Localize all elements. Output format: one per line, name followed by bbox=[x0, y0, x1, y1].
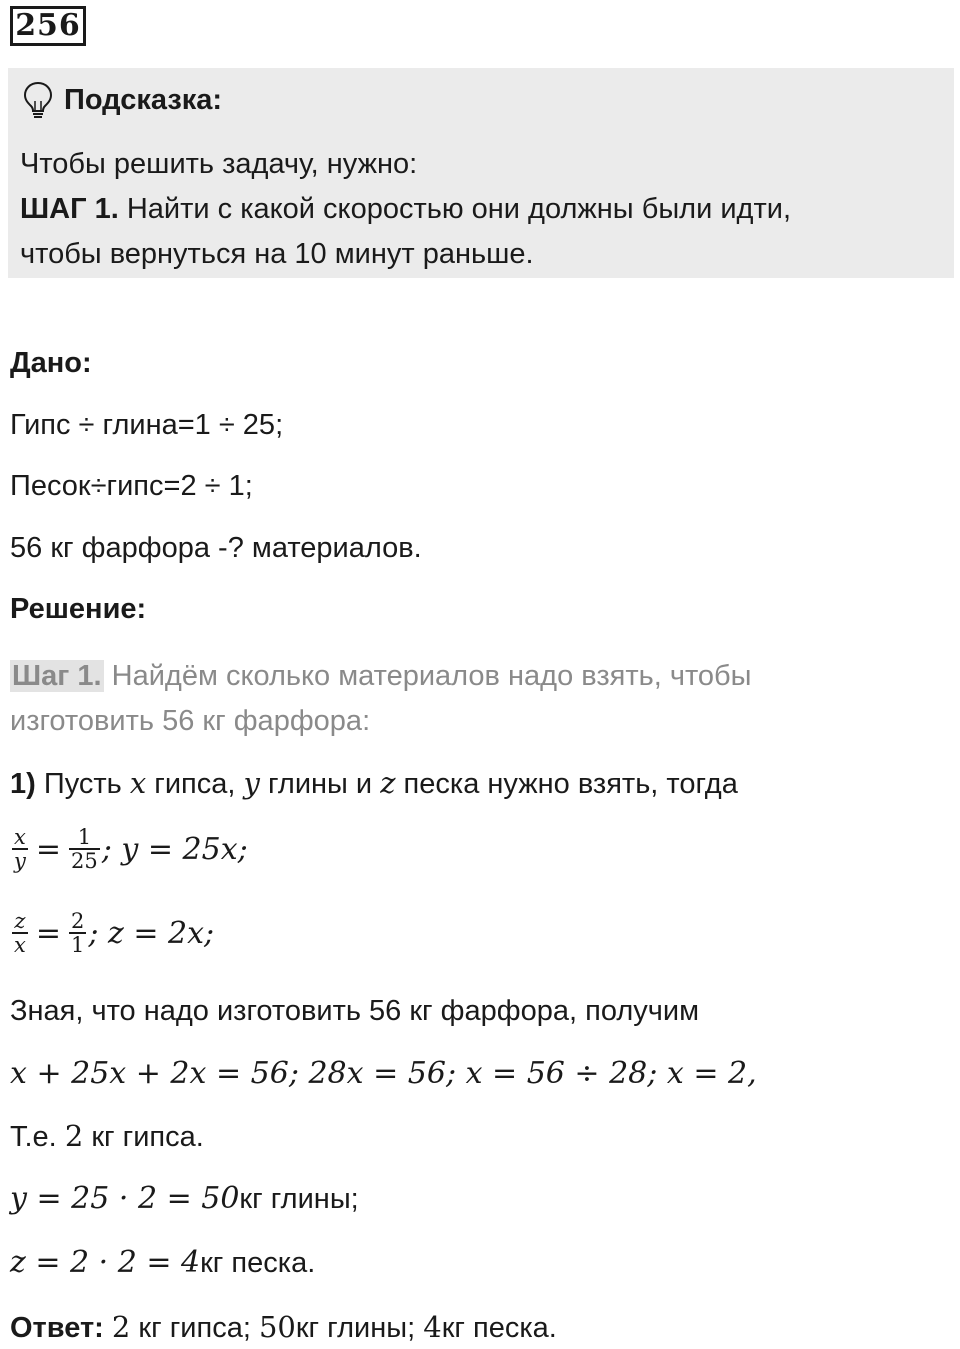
fraction-z-over-x bbox=[12, 910, 28, 956]
fraction-denominator: 1 bbox=[70, 933, 85, 957]
fraction-1-over-25 bbox=[69, 826, 100, 872]
fraction-numerator: 2 bbox=[70, 909, 85, 933]
var-x: x bbox=[129, 766, 147, 800]
result-clay-text: кг глины; bbox=[239, 1183, 359, 1215]
result-sand-text: кг песка. bbox=[200, 1247, 316, 1279]
given-line-3: 56 кг фарфора -? материалов. bbox=[10, 532, 422, 564]
knowing-text: Зная, что надо изготовить 56 кг фарфора, получим bbox=[10, 995, 700, 1027]
hint-step-text: Найти с какой скоростью они должны были идти, bbox=[126, 193, 791, 225]
solution-title: Решение: bbox=[10, 593, 147, 625]
fraction-numerator: 1 bbox=[69, 826, 100, 850]
formula-2-rest: ; z = 2x; bbox=[88, 915, 215, 951]
point-1-label: 1) bbox=[10, 768, 36, 800]
given-title: Дано: bbox=[10, 347, 92, 379]
answer-label: Ответ: bbox=[10, 1312, 104, 1344]
fraction-denominator: y bbox=[14, 849, 26, 873]
answer-clay-value: 50 bbox=[258, 1310, 296, 1344]
point-1 bbox=[10, 764, 738, 803]
fraction-numerator: z bbox=[12, 910, 28, 934]
hint-intro: Чтобы решить задачу, нужно: bbox=[20, 148, 418, 180]
hint-header bbox=[22, 80, 222, 120]
solution-step-text: Найдём сколько материалов надо взять, чтобы bbox=[111, 660, 752, 692]
result-sand bbox=[10, 1244, 315, 1282]
main-equation: x + 25x + 2x = 56; 28x = 56; x = 56 ÷ 28; x = 2, bbox=[10, 1056, 757, 1091]
given-line-1: Гипс ÷ глина=1 ÷ 25; bbox=[10, 409, 284, 441]
hint-step bbox=[20, 191, 791, 227]
result-clay-math: y = 25 · 2 = 50 bbox=[10, 1181, 240, 1216]
result-gypsum-prefix: Т.е. bbox=[10, 1121, 57, 1153]
point-1-text-d: песка нужно взять, тогда bbox=[403, 768, 738, 800]
solution-step bbox=[10, 657, 752, 695]
solution-step-label: Шаг 1. bbox=[12, 660, 102, 692]
fraction-denominator: x bbox=[14, 933, 26, 957]
point-1-text-a: Пусть bbox=[43, 768, 122, 800]
fraction-2-over-1 bbox=[69, 910, 86, 956]
result-gypsum bbox=[10, 1117, 204, 1156]
equals-sign: = bbox=[35, 915, 61, 951]
result-sand-math: z = 2 · 2 = 4 bbox=[10, 1245, 201, 1280]
answer bbox=[10, 1308, 557, 1347]
fraction-x-over-y bbox=[12, 826, 28, 872]
point-1-text-b: гипса, bbox=[154, 768, 236, 800]
answer-sand-value: 4 bbox=[423, 1310, 442, 1344]
hint-step-label: ШАГ 1. bbox=[20, 193, 119, 225]
var-z: z bbox=[380, 766, 396, 800]
hint-title: Подсказка: bbox=[64, 83, 223, 116]
answer-gypsum-text: кг гипса; bbox=[138, 1312, 251, 1344]
formula-2 bbox=[10, 910, 214, 956]
problem-number: 256 bbox=[10, 6, 86, 46]
answer-clay-text: кг глины; bbox=[295, 1312, 416, 1344]
formula-1-rest: ; y = 25x; bbox=[101, 831, 248, 867]
point-1-text-c: глины и bbox=[267, 768, 373, 800]
result-gypsum-value: 2 bbox=[64, 1119, 84, 1153]
var-y: y bbox=[243, 766, 260, 800]
lightbulb-icon bbox=[22, 81, 54, 119]
fraction-denominator: 25 bbox=[71, 849, 98, 873]
fraction-numerator: x bbox=[12, 826, 28, 850]
hint-step-text-2: чтобы вернуться на 10 минут раньше. bbox=[20, 238, 534, 270]
hint-box bbox=[8, 68, 954, 278]
answer-sand-text: кг песка. bbox=[441, 1312, 557, 1344]
result-clay bbox=[10, 1180, 359, 1218]
given-line-2: Песок÷гипс=2 ÷ 1; bbox=[10, 470, 253, 502]
result-gypsum-text: кг гипса. bbox=[91, 1121, 204, 1153]
solution-step-text-2: изготовить 56 кг фарфора: bbox=[10, 705, 371, 737]
answer-gypsum-value: 2 bbox=[111, 1310, 131, 1344]
formula-1 bbox=[10, 826, 248, 872]
equals-sign: = bbox=[35, 831, 62, 867]
